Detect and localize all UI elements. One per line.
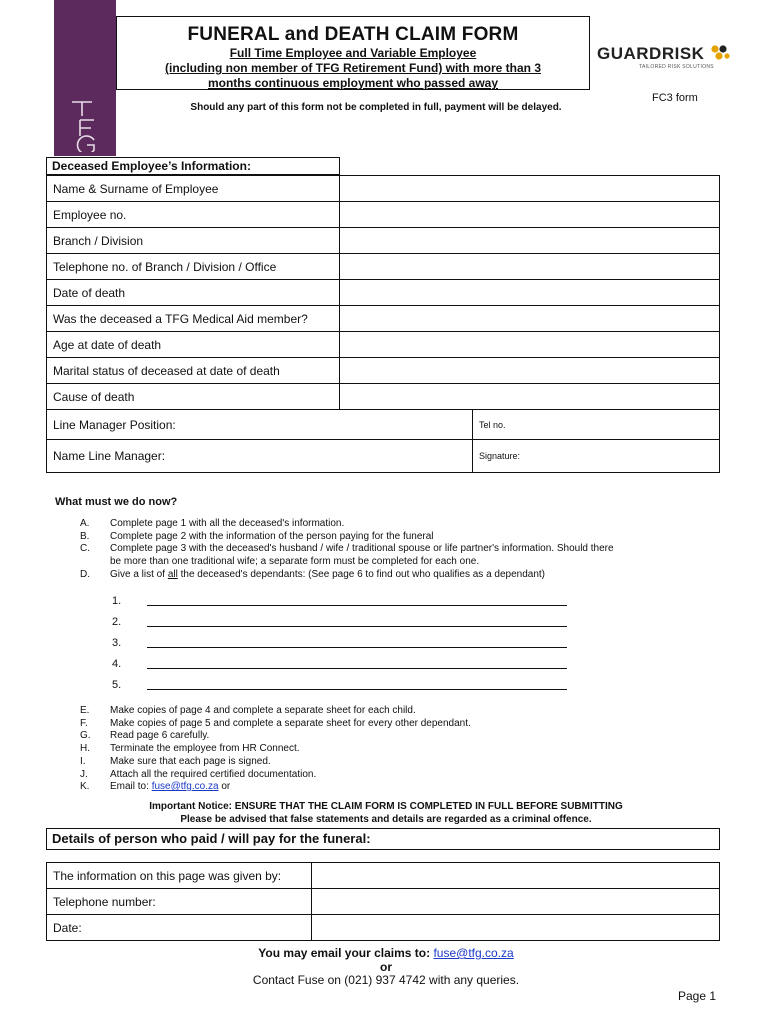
subtitle-line-3: months continuous employment who passed away bbox=[207, 76, 499, 90]
branch-telephone-field[interactable] bbox=[340, 254, 720, 280]
field-label: Name & Surname of Employee bbox=[47, 176, 340, 202]
title-box bbox=[116, 16, 590, 90]
line-manager-position-label: Line Manager Position: bbox=[53, 417, 176, 432]
telephone-number-field[interactable] bbox=[312, 889, 720, 915]
subtitle-line-2: (including non member of TFG Retirement Fund) with more than 3 bbox=[164, 61, 541, 75]
tel-no-label: Tel no. bbox=[479, 419, 506, 430]
dependant-line-2[interactable] bbox=[147, 614, 567, 627]
notice-line-1: Important Notice: ENSURE THAT THE CLAIM FORM IS COMPLETED IN FULL BEFORE SUBMITTING bbox=[149, 801, 623, 812]
employee-no-field[interactable] bbox=[340, 202, 720, 228]
instructions-heading: What must we do now? bbox=[55, 496, 178, 508]
medical-aid-field[interactable] bbox=[340, 306, 720, 332]
dependant-number: 3. bbox=[112, 637, 122, 649]
table-row bbox=[47, 915, 720, 941]
table-row bbox=[47, 358, 720, 384]
funeral-payer-heading: Details of person who paid / will pay for the funeral: bbox=[46, 828, 720, 850]
line-manager-name-field[interactable] bbox=[47, 440, 473, 473]
footer-or: or bbox=[380, 959, 392, 974]
line-manager-name-label: Name Line Manager: bbox=[53, 449, 166, 463]
table-row bbox=[47, 889, 720, 915]
guardrisk-wordmark: GUARDRISK bbox=[597, 44, 705, 63]
completion-warning: Should any part of this form not be completed in full, payment will be delayed. bbox=[190, 102, 562, 113]
page-number: Page 1 bbox=[678, 989, 717, 1003]
dependant-number: 1. bbox=[112, 595, 122, 607]
field-label: Telephone no. of Branch / Division / Office bbox=[47, 254, 340, 280]
tfg-logo bbox=[70, 100, 100, 156]
table-row bbox=[47, 254, 720, 280]
deceased-info-heading: Deceased Employee’s Information: bbox=[46, 157, 340, 175]
dependant-number: 2. bbox=[112, 616, 122, 628]
dependant-line-5[interactable] bbox=[147, 677, 567, 690]
signature-label: Signature: bbox=[479, 451, 521, 461]
dependant-line-1[interactable] bbox=[147, 593, 567, 606]
marital-status-field[interactable] bbox=[340, 358, 720, 384]
field-label: The information on this page was given by: bbox=[47, 863, 312, 889]
honeycomb-icon bbox=[710, 44, 730, 62]
table-row bbox=[47, 332, 720, 358]
footer-contact: Contact Fuse on (021) 937 4742 with any queries. bbox=[252, 973, 520, 987]
guardrisk-logo bbox=[597, 44, 730, 70]
footer-email-line: You may email your claims to: fuse@tfg.co.za bbox=[258, 946, 514, 960]
table-row bbox=[47, 863, 720, 889]
guardrisk-tagline: TAILORED RISK SOLUTIONS bbox=[639, 64, 714, 70]
branch-division-field[interactable] bbox=[340, 228, 720, 254]
date-field[interactable] bbox=[312, 915, 720, 941]
age-at-death-field[interactable] bbox=[340, 332, 720, 358]
table-row bbox=[47, 202, 720, 228]
tel-no-field[interactable] bbox=[473, 410, 720, 440]
field-label: Was the deceased a TFG Medical Aid member? bbox=[47, 306, 340, 332]
field-label: Telephone number: bbox=[47, 889, 312, 915]
form-code: FC3 form bbox=[652, 92, 698, 104]
table-row bbox=[47, 384, 720, 410]
table-row bbox=[47, 176, 720, 202]
signature-field[interactable] bbox=[473, 440, 720, 473]
table-row bbox=[47, 410, 720, 440]
footer bbox=[46, 947, 726, 988]
dependant-number: 5. bbox=[112, 679, 122, 691]
date-of-death-field[interactable] bbox=[340, 280, 720, 306]
funeral-payer-table bbox=[46, 862, 720, 941]
field-label: Marital status of deceased at date of death bbox=[47, 358, 340, 384]
subtitle-line-1: Full Time Employee and Variable Employee bbox=[229, 46, 477, 60]
dependant-number: 4. bbox=[112, 658, 122, 670]
cause-of-death-field[interactable] bbox=[340, 384, 720, 410]
email-link[interactable]: fuse@tfg.co.za bbox=[151, 781, 219, 793]
table-row bbox=[47, 306, 720, 332]
field-label: Age at date of death bbox=[47, 332, 340, 358]
field-label: Date: bbox=[47, 915, 312, 941]
table-row bbox=[47, 440, 720, 473]
footer-email-link[interactable]: fuse@tfg.co.za bbox=[433, 946, 514, 960]
table-row bbox=[47, 280, 720, 306]
deceased-info-table bbox=[46, 175, 720, 473]
field-label: Cause of death bbox=[47, 384, 340, 410]
field-label: Branch / Division bbox=[47, 228, 340, 254]
dependant-line-3[interactable] bbox=[147, 635, 567, 648]
important-notice bbox=[46, 801, 726, 826]
dependant-line-4[interactable] bbox=[147, 656, 567, 669]
notice-line-2: Please be advised that false statements and details are regarded as a criminal offence. bbox=[180, 813, 592, 825]
tfg-logo-mark bbox=[70, 100, 100, 152]
info-given-by-field[interactable] bbox=[312, 863, 720, 889]
name-surname-field[interactable] bbox=[340, 176, 720, 202]
table-row bbox=[47, 228, 720, 254]
line-manager-position-field[interactable] bbox=[47, 410, 473, 440]
field-label: Employee no. bbox=[47, 202, 340, 228]
field-label: Date of death bbox=[47, 280, 340, 306]
form-title: FUNERAL and DEATH CLAIM FORM bbox=[187, 24, 519, 45]
